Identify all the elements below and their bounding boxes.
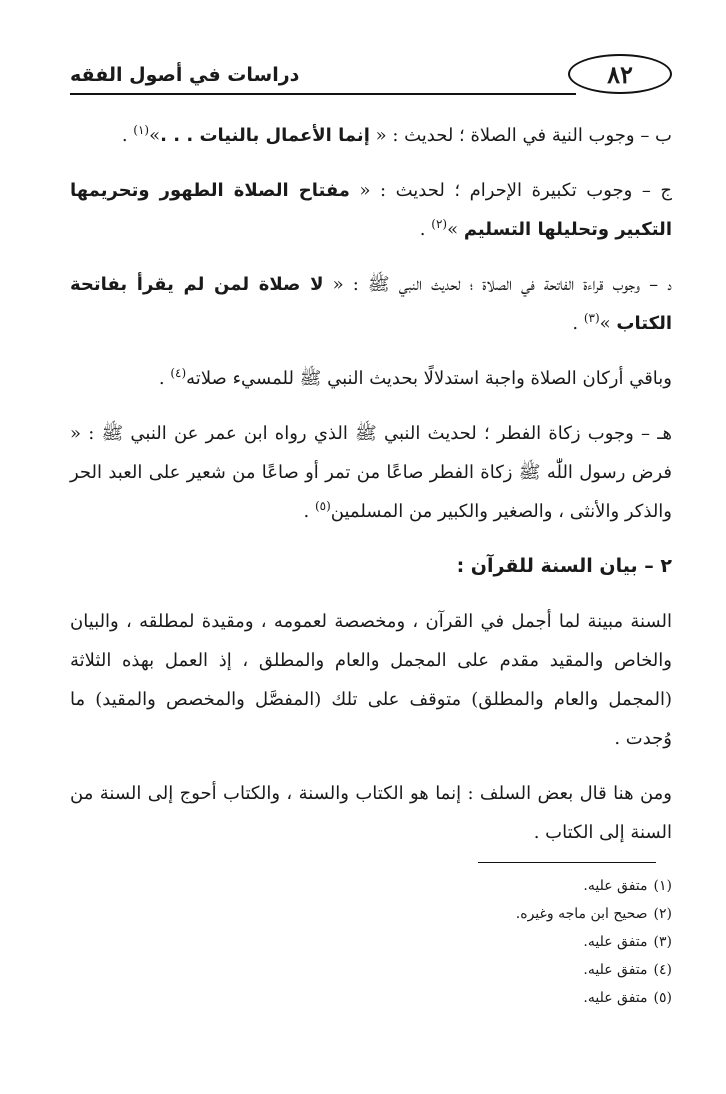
running-title: دراسات في أصول الفقه (70, 64, 300, 86)
section-heading: ٢ – بيان السنة للقرآن : (456, 555, 672, 577)
footnote-number: (٤) (653, 962, 672, 978)
paragraph-b (70, 116, 672, 155)
footnote-ref-1: (١) (133, 123, 150, 137)
footnote-ref-5: (٥) (314, 499, 331, 513)
paragraph-s1: السنة مبينة لما أجمل في القرآن ، ومخصصة لعمومه ، ومقيدة لمطلقه ، والبيان والخاص والمقيد مقدم على المجمل والعام والمطلق ، إذ العمل بهذه الثلاثة (المجمل والعام والمطلق) متوقف على تلك (المفصَّل والمخصص والمقيد) ما وُجدت . (70, 611, 672, 749)
paragraph-d-end: . (572, 313, 584, 334)
paragraph-d (70, 265, 672, 343)
footnote-ref-4: (٤) (170, 366, 187, 380)
footnote-number: (٥) (653, 990, 672, 1006)
paragraph-j-lead: ج – وجوب تكبيرة الإحرام ؛ لحديث : « (349, 180, 672, 201)
footnote-1 (252, 872, 672, 900)
paragraph-s2: ومن هنا قال بعض السلف : إنما هو الكتاب والسنة ، والكتاب أحوج إلى السنة من السنة إلى الكتاب . (70, 783, 672, 843)
footnote-2 (252, 900, 672, 928)
footnote-3 (252, 928, 672, 956)
footnote-number: (١) (653, 878, 672, 894)
paragraph-b-hadith: إنما الأعمال بالنيات . . . (160, 125, 370, 146)
main-text (70, 116, 672, 868)
page-number-text: ٨٢ (607, 59, 633, 89)
paragraph-rest-text: وباقي أركان الصلاة واجبة استدلالًا بحديث النبي ﷺ للمسيء صلاته (186, 368, 672, 389)
page-header (70, 50, 672, 102)
paragraph-d-hadith: لا صلاة لمن لم يقرأ بفاتحة الكتاب (70, 274, 672, 334)
footnote-ref-2: (٢) (431, 217, 448, 231)
paragraph-h-text: هـ – وجوب زكاة الفطر ؛ لحديث النبي ﷺ الذي رواه ابن عمر عن النبي ﷺ : « فرض رسول اللّٰه ﷺ زكاة الفطر صاعًا من تمر أو صاعًا من شعير على العبد الحر والذكر والأنثى ، والصغير والكبير من المسلمين (70, 423, 672, 522)
footnote-text: متفق عليه. (583, 962, 648, 978)
footnote-4 (252, 956, 672, 984)
footnote-number: (٢) (653, 906, 672, 922)
paragraph-b-lead: ب – وجوب النية في الصلاة ؛ لحديث : « (369, 125, 672, 146)
paragraph-rest (70, 359, 672, 398)
paragraph-b-close: » (149, 125, 161, 146)
footnote-text: متفق عليه. (583, 934, 648, 950)
page-number (568, 54, 672, 94)
paragraph-b-end: . (121, 125, 134, 146)
header-divider (70, 93, 576, 95)
paragraph-d-close: » (599, 313, 617, 334)
paragraph-d-lead: د – وجوب قراءة الفاتحة في الصلاة ؛ لحديث النبي ﷺ : « (323, 274, 672, 295)
footnote-text: متفق عليه. (583, 878, 648, 894)
paragraph-j-close: » (447, 219, 464, 240)
paragraph-j-hadith: مفتاح الصلاة الطهور وتحريمها التكبير وتحليلها التسليم (70, 180, 672, 240)
paragraph-h-end: . (303, 501, 315, 522)
paragraph-rest-end: . (158, 368, 171, 389)
paragraph-h (70, 414, 672, 531)
footnote-5 (252, 984, 672, 1012)
footnote-text: متفق عليه. (583, 990, 648, 1006)
footnotes (252, 872, 672, 1012)
paragraph-j-end: . (419, 219, 432, 240)
paragraph-j (70, 171, 672, 249)
footnote-text: صحيح ابن ماجه وغيره. (515, 906, 648, 922)
footnote-divider (478, 862, 656, 863)
footnote-ref-3: (٣) (583, 311, 600, 325)
footnote-number: (٣) (653, 934, 672, 950)
